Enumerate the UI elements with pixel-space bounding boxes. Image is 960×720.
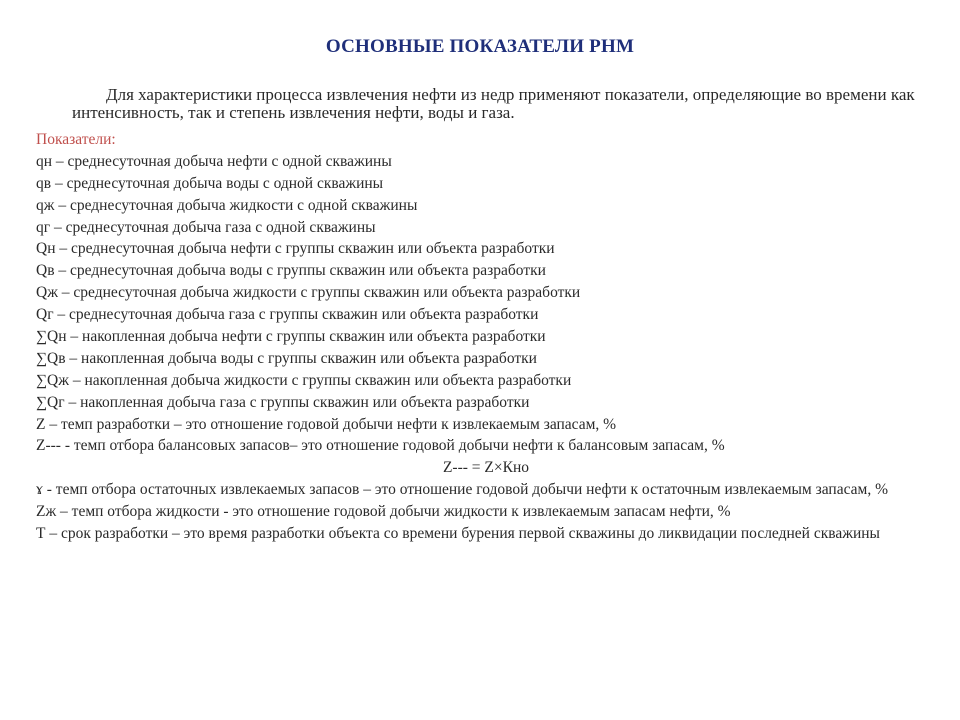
list-item: qв – среднесуточная добыча воды с одной скважины — [36, 174, 384, 192]
list-item: Т – срок разработки – это время разработки объекта со времени бурения первой скважины до ликвидации последней скважины — [36, 525, 880, 543]
indicators-label: Показатели: — [36, 131, 116, 148]
slide-title: ОСНОВНЫЕ ПОКАЗАТЕЛИ РНМ — [325, 36, 635, 57]
list-item: Z--- - темп отбора балансовых запасов– это отношение годовой добычи нефти к балансовым запасам, % — [36, 437, 725, 455]
list-item: qг – среднесуточная добыча газа с одной скважины — [36, 218, 376, 236]
list-item: ∑Qг – накопленная добыча газа с группы скважин или объекта разработки — [36, 393, 530, 411]
list-item: Zж – темп отбора жидкости - это отношение годовой добычи жидкости к извлекаемым запасам нефти, % — [36, 503, 731, 521]
indicator-list — [36, 129, 936, 545]
list-item: Qв – среднесуточная добыча воды с группы скважин или объекта разработки — [36, 262, 546, 280]
list-item: Z – темп разработки – это отношение годовой добычи нефти к извлекаемым запасам, % — [36, 415, 617, 433]
list-item: Qн – среднесуточная добыча нефти с группы скважин или объекта разработки — [36, 240, 555, 258]
list-item: qж – среднесуточная добыча жидкости с одной скважины — [36, 196, 418, 214]
list-item: ∑Qн – накопленная добыча нефти с группы скважин или объекта разработки — [36, 328, 546, 346]
intro-paragraph: Для характеристики процесса извлечения нефти из недр применяют показатели, определяющие во времени как интенсивность, так и степень извлечения нефти, воды и газа. — [72, 85, 915, 122]
formula: Z--- = Z×Кно — [442, 459, 530, 477]
list-item: Qж – среднесуточная добыча жидкости с группы скважин или объекта разработки — [36, 284, 581, 302]
list-item: ∑Qж – накопленная добыча жидкости с группы скважин или объекта разработки — [36, 371, 572, 389]
list-item: ∑Qв – накопленная добыча воды с группы скважин или объекта разработки — [36, 349, 537, 367]
list-item: ɤ - темп отбора остаточных извлекаемых запасов – это отношение годовой добычи нефти к остаточным извлекаемым запасам, % — [36, 481, 888, 499]
list-item: qн – среднесуточная добыча нефти с одной скважины — [36, 152, 392, 170]
list-item: Qг – среднесуточная добыча газа с группы скважин или объекта разработки — [36, 306, 539, 324]
